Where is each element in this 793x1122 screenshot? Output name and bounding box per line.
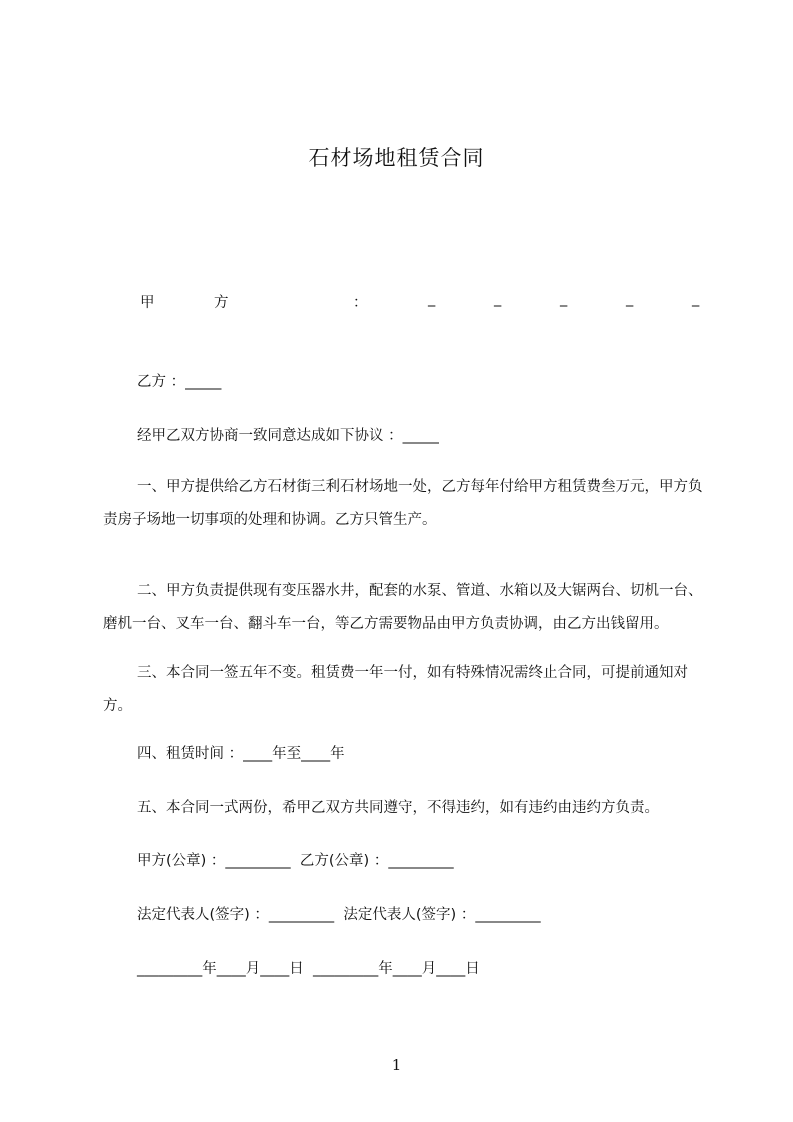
- agreement-line: 经甲乙双方协商一致同意达成如下协议 ：_____: [137, 428, 439, 444]
- lease-term-line: 四、租赁时间 ：____年至____年: [137, 746, 345, 762]
- party-a-label-char2: 方: [214, 295, 229, 311]
- clause-2: 二、甲方负责提供现有变压器水井，配套的水泵、管道、水箱以及大锯两台、切机一台、磨机一台、叉车一台、翻斗车一台，等乙方需要物品由甲方负责协调，由乙方出钱留用。: [103, 583, 703, 632]
- party-a-colon: ：: [353, 295, 368, 311]
- party-a-line: [103, 291, 703, 313]
- party-a-label-char1: 甲: [140, 295, 155, 311]
- clause-5: 五、本合同一式两份，希甲乙双方共同遵守，不得违约，如有违约由违约方负责。: [137, 800, 659, 816]
- clause-3: 三、本合同一签五年不变。租赁费一年一付，如有特殊情况需终止合同，可提前通知对方。: [103, 665, 688, 714]
- clause-1: 一、甲方提供给乙方石材街三利石材场地一处，乙方每年付给甲方租赁费叁万元，甲方负责房子场地一切事项的处理和协调。乙方只管生产。: [103, 479, 703, 528]
- seal-line: 甲方(公章) ：_________ 乙方(公章) ：_________: [137, 853, 454, 869]
- party-b-line: 乙方 ：_____: [137, 374, 222, 390]
- representative-signature-line: 法定代表人(签字) ：_________ 法定代表人(签字) ：_________: [137, 907, 541, 923]
- document-title: 石材场地租赁合同: [308, 146, 485, 170]
- date-line: _________年____月____日 _________年____月____日: [137, 961, 480, 977]
- party-a-blank: _: [560, 291, 568, 307]
- party-a-blank: _: [494, 291, 502, 307]
- party-a-blank: _: [692, 291, 700, 307]
- page-number: 1: [391, 1056, 402, 1074]
- party-a-blank: _: [626, 291, 634, 307]
- party-a-blank: _: [428, 291, 436, 307]
